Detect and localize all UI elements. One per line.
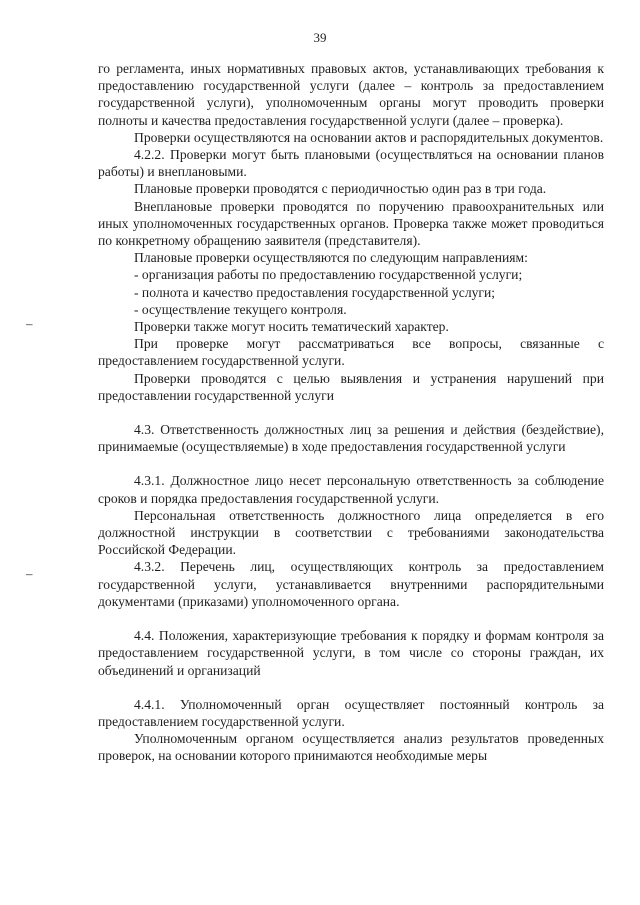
- paragraph: Плановые проверки осуществляются по следующим направлениям:: [134, 250, 528, 266]
- paragraph: Проверки осуществляются на основании актов и распорядительных документов.: [134, 129, 604, 145]
- margin-dash-mark: –: [26, 566, 33, 581]
- section-gap: [98, 679, 604, 696]
- section-heading: 4.4. Положения, характеризующие требования к порядку и формам контроля за предоставлением государственной услуги, в том числе со стороны граждан, их объединений и организаций: [98, 628, 604, 678]
- paragraph: 4.4.1. Уполномоченный орган осуществляет постоянный контроль за предоставлением государственной услуги.: [98, 696, 604, 729]
- paragraph: Персональная ответственность должностного лица определяется в его должностной инструкции в соответствии с требованиями законодательства Российской Федерации.: [98, 507, 604, 558]
- paragraph: Плановые проверки проводятся с периодичностью один раз в три года.: [134, 181, 547, 197]
- paragraph: 4.3.2. Перечень лиц, осуществляющих контроль за предоставлением государственной услуги, устанавливается внутренними распорядительными документами (приказами) уполномоченного органа.: [98, 559, 604, 609]
- list-item: - полнота и качество предоставления государственной услуги;: [134, 284, 496, 300]
- paragraph: го регламента, иных нормативных правовых актов, устанавливающих требования к предоставлению государственной услуги (далее – контроль за предоставлением государственной услуги), уполномоченным органы могут проводить проверки полноты и качества предоставления государственной услуги (далее – проверка).: [98, 61, 604, 128]
- section-gap: [98, 404, 604, 421]
- paragraph: Проверки также могут носить тематический характер.: [134, 319, 449, 335]
- paragraph: Внеплановые проверки проводятся по поручению правоохранительных или иных уполномоченных государственных органов. Проверка также может проводиться по конкретному обращению заявителя (представителя).: [98, 198, 604, 249]
- section-gap: [98, 610, 604, 627]
- paragraph: Уполномоченным органом осуществляется анализ результатов проведенных проверок, на основании которого принимаются необходимые меры: [98, 731, 604, 764]
- margin-dash-mark: –: [26, 316, 33, 331]
- paragraph: Проверки проводятся с целью выявления и устранения нарушений при предоставлении государственной услуги: [98, 370, 604, 403]
- paragraph: 4.2.2. Проверки могут быть плановыми (осуществляться на основании планов работы) и внеплановыми.: [98, 147, 604, 180]
- list-item: - осуществление текущего контроля.: [134, 301, 347, 317]
- page-number: 39: [313, 30, 327, 45]
- paragraph: 4.3.1. Должностное лицо несет персональную ответственность за соблюдение сроков и порядка предоставления государственной услуги.: [98, 473, 604, 506]
- section-heading: 4.3. Ответственность должностных лиц за решения и действия (бездействие), принимаемые (осуществляемые) в ходе предоставления государственной услуги: [98, 422, 604, 455]
- list-item: - организация работы по предоставлению государственной услуги;: [134, 267, 523, 283]
- paragraph: При проверке могут рассматриваться все вопросы, связанные с предоставлением государственной услуги.: [98, 336, 604, 369]
- section-gap: [98, 455, 604, 472]
- document-body: [98, 60, 604, 765]
